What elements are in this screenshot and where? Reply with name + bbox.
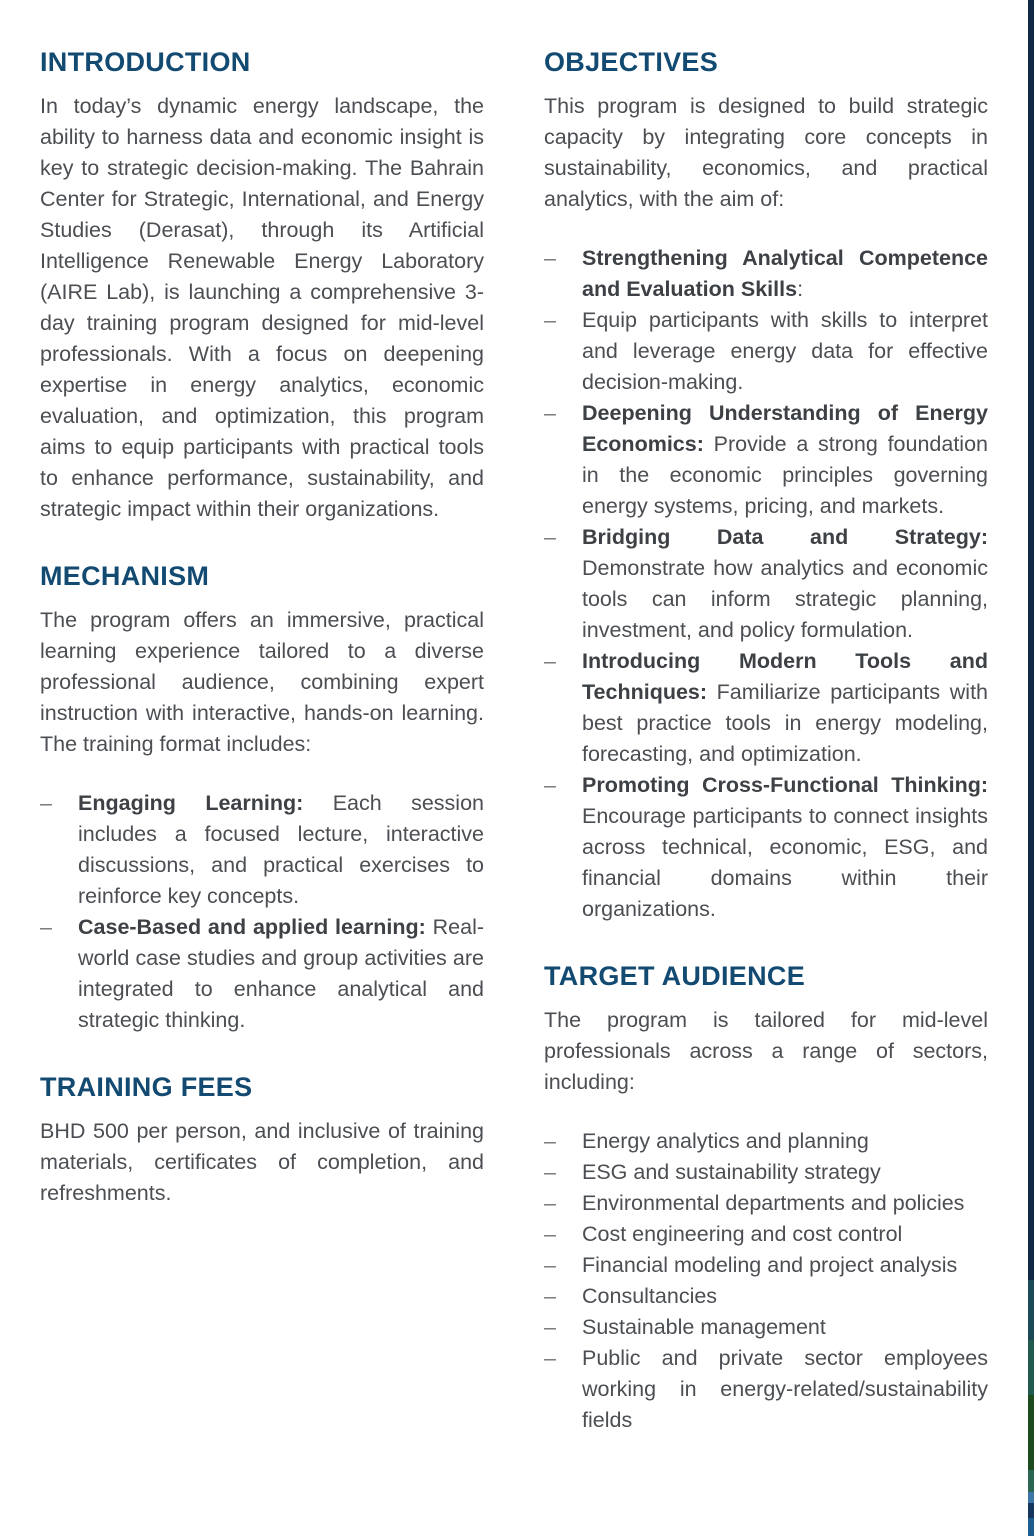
list-item bbox=[544, 522, 988, 646]
target-audience-paragraph: The program is tailored for mid-level professionals across a range of sectors, including: bbox=[544, 1008, 988, 1094]
dash-bullet-icon: – bbox=[544, 1160, 556, 1184]
target-audience-bullet-list bbox=[544, 1126, 988, 1436]
training-fees-paragraph: BHD 500 per person, and inclusive of training materials, certificates of completion, and refreshments. bbox=[40, 1119, 484, 1205]
introduction-heading: INTRODUCTION bbox=[40, 47, 251, 77]
right-column bbox=[544, 30, 988, 1436]
edge-strip-segment bbox=[1028, 1492, 1034, 1503]
edge-strip-segment bbox=[1028, 0, 1034, 1280]
bullet-body-text: Energy analytics and planning bbox=[582, 1129, 869, 1153]
bullet-text bbox=[582, 646, 988, 770]
edge-strip-segment bbox=[1028, 1340, 1034, 1395]
dash-bullet-icon: – bbox=[544, 773, 556, 797]
bullet-body-text: Sustainable management bbox=[582, 1315, 826, 1339]
dash-bullet-icon: – bbox=[40, 791, 52, 815]
bullet-text bbox=[582, 305, 988, 398]
dash-bullet-icon: – bbox=[544, 1253, 556, 1277]
mechanism-paragraph: The program offers an immersive, practical learning experience tailored to a diverse professional audience, combining expert instruction with interactive, hands-on learning. The training format includes: bbox=[40, 608, 484, 756]
bullet-body-text: Provide a strong foundation in the economic principles governing energy systems, pricing, and markets. bbox=[582, 432, 988, 518]
introduction-paragraph: In today’s dynamic energy landscape, the ability to harness data and economic insight is key to strategic decision-making. The Bahrain Center for Strategic, International, and Energy Studies (Derasat), through its Artificial Intelligence Renewable Energy Laboratory (AIRE Lab), is launching a comprehensive 3-day training program designed for mid-level professionals. With a focus on deepening expertise in energy analytics, economic evaluation, and optimization, this program aims to equip participants with practical tools to enhance performance, sustainability, and strategic impact within their organizations. bbox=[40, 94, 484, 521]
bullet-text bbox=[582, 770, 988, 925]
dash-bullet-icon: – bbox=[544, 1222, 556, 1246]
list-item bbox=[544, 1312, 988, 1343]
dash-bullet-icon: – bbox=[544, 1191, 556, 1215]
bullet-body-text: Environmental departments and policies bbox=[582, 1191, 965, 1215]
bullet-body-text: Encourage participants to connect insights across technical, economic, ESG, and financial domains within their organizations. bbox=[582, 804, 988, 921]
dash-bullet-icon: – bbox=[544, 649, 556, 673]
page-edge-decoration bbox=[1028, 0, 1034, 1536]
section-objectives bbox=[544, 47, 988, 925]
edge-strip-segment bbox=[1028, 1518, 1034, 1536]
dash-bullet-icon: – bbox=[544, 1284, 556, 1308]
list-item bbox=[40, 912, 484, 1036]
list-item bbox=[544, 1126, 988, 1157]
bullet-lead-label: Promoting Cross-Functional Thinking: bbox=[582, 773, 988, 797]
bullet-text bbox=[78, 912, 484, 1036]
edge-strip-segment bbox=[1028, 1470, 1034, 1492]
dash-bullet-icon: – bbox=[544, 525, 556, 549]
bullet-lead-label: Introducing Modern Tools and Techniques: bbox=[582, 649, 988, 704]
section-target-audience bbox=[544, 961, 988, 1436]
bullet-text bbox=[582, 398, 988, 522]
list-item bbox=[544, 305, 988, 398]
bullet-text bbox=[582, 522, 988, 646]
section-introduction bbox=[40, 47, 484, 525]
bullet-lead-label: Case-Based and applied learning: bbox=[78, 915, 426, 939]
edge-strip-segment bbox=[1028, 1395, 1034, 1470]
list-item bbox=[40, 788, 484, 912]
dash-bullet-icon: – bbox=[40, 915, 52, 939]
bullet-body-text: Public and private sector employees working in energy-related/sustainability fields bbox=[582, 1346, 988, 1432]
dash-bullet-icon: – bbox=[544, 401, 556, 425]
bullet-body-text: Cost engineering and cost control bbox=[582, 1222, 903, 1246]
bullet-body-text: Real-world case studies and group activities are integrated to enhance analytical and strategic thinking. bbox=[78, 915, 485, 1032]
bullet-body-text: Consultancies bbox=[582, 1284, 718, 1308]
list-item bbox=[544, 1188, 988, 1219]
list-item bbox=[544, 1281, 988, 1312]
edge-strip-segment bbox=[1028, 1280, 1034, 1340]
bullet-body-text: Demonstrate how analytics and economic tools can inform strategic planning, investment, and policy formulation. bbox=[582, 556, 988, 642]
list-item bbox=[544, 1219, 988, 1250]
bullet-text bbox=[78, 788, 484, 912]
bullet-body-text: Familiarize participants with best practice tools in energy modeling, forecasting, and optimization. bbox=[582, 680, 988, 766]
list-item bbox=[544, 770, 988, 925]
objectives-paragraph: This program is designed to build strategic capacity by integrating core concepts in sustainability, economics, and practical analytics, with the aim of: bbox=[544, 94, 988, 211]
bullet-lead-label: Engaging Learning: bbox=[78, 791, 304, 815]
left-column bbox=[40, 30, 484, 1436]
mechanism-bullet-list bbox=[40, 788, 484, 1036]
dash-bullet-icon: – bbox=[544, 1346, 556, 1370]
list-item bbox=[544, 1250, 988, 1281]
bullet-body-text: Each session includes a focused lecture, interactive discussions, and practical exercises to reinforce key concepts. bbox=[78, 791, 485, 908]
list-item bbox=[544, 646, 988, 770]
dash-bullet-icon: – bbox=[544, 246, 556, 270]
dash-bullet-icon: – bbox=[544, 1315, 556, 1339]
bullet-text bbox=[582, 243, 988, 305]
dash-bullet-icon: – bbox=[544, 308, 556, 332]
list-item bbox=[544, 243, 988, 305]
bullet-body-text: Equip participants with skills to interpret and leverage energy data for effective decision-making. bbox=[582, 308, 988, 394]
section-training-fees bbox=[40, 1072, 484, 1209]
bullet-lead-label: Deepening Understanding of Energy Economics: bbox=[582, 401, 988, 456]
edge-strip-segment bbox=[1028, 1503, 1034, 1518]
bullet-lead-label: Bridging Data and Strategy: bbox=[582, 525, 988, 549]
training-fees-heading: TRAINING FEES bbox=[40, 1072, 253, 1102]
bullet-body-text: : bbox=[797, 277, 804, 301]
section-mechanism bbox=[40, 561, 484, 1036]
objectives-bullet-list bbox=[544, 243, 988, 925]
bullet-body-text: ESG and sustainability strategy bbox=[582, 1160, 881, 1184]
list-item bbox=[544, 398, 988, 522]
list-item bbox=[544, 1343, 988, 1436]
bullet-lead-label: Strengthening Analytical Competence and Evaluation Skills bbox=[582, 246, 988, 301]
list-item bbox=[544, 1157, 988, 1188]
objectives-heading: OBJECTIVES bbox=[544, 47, 719, 77]
dash-bullet-icon: – bbox=[544, 1129, 556, 1153]
bullet-body-text: Financial modeling and project analysis bbox=[582, 1253, 958, 1277]
target-audience-heading: TARGET AUDIENCE bbox=[544, 961, 805, 991]
mechanism-heading: MECHANISM bbox=[40, 561, 210, 591]
